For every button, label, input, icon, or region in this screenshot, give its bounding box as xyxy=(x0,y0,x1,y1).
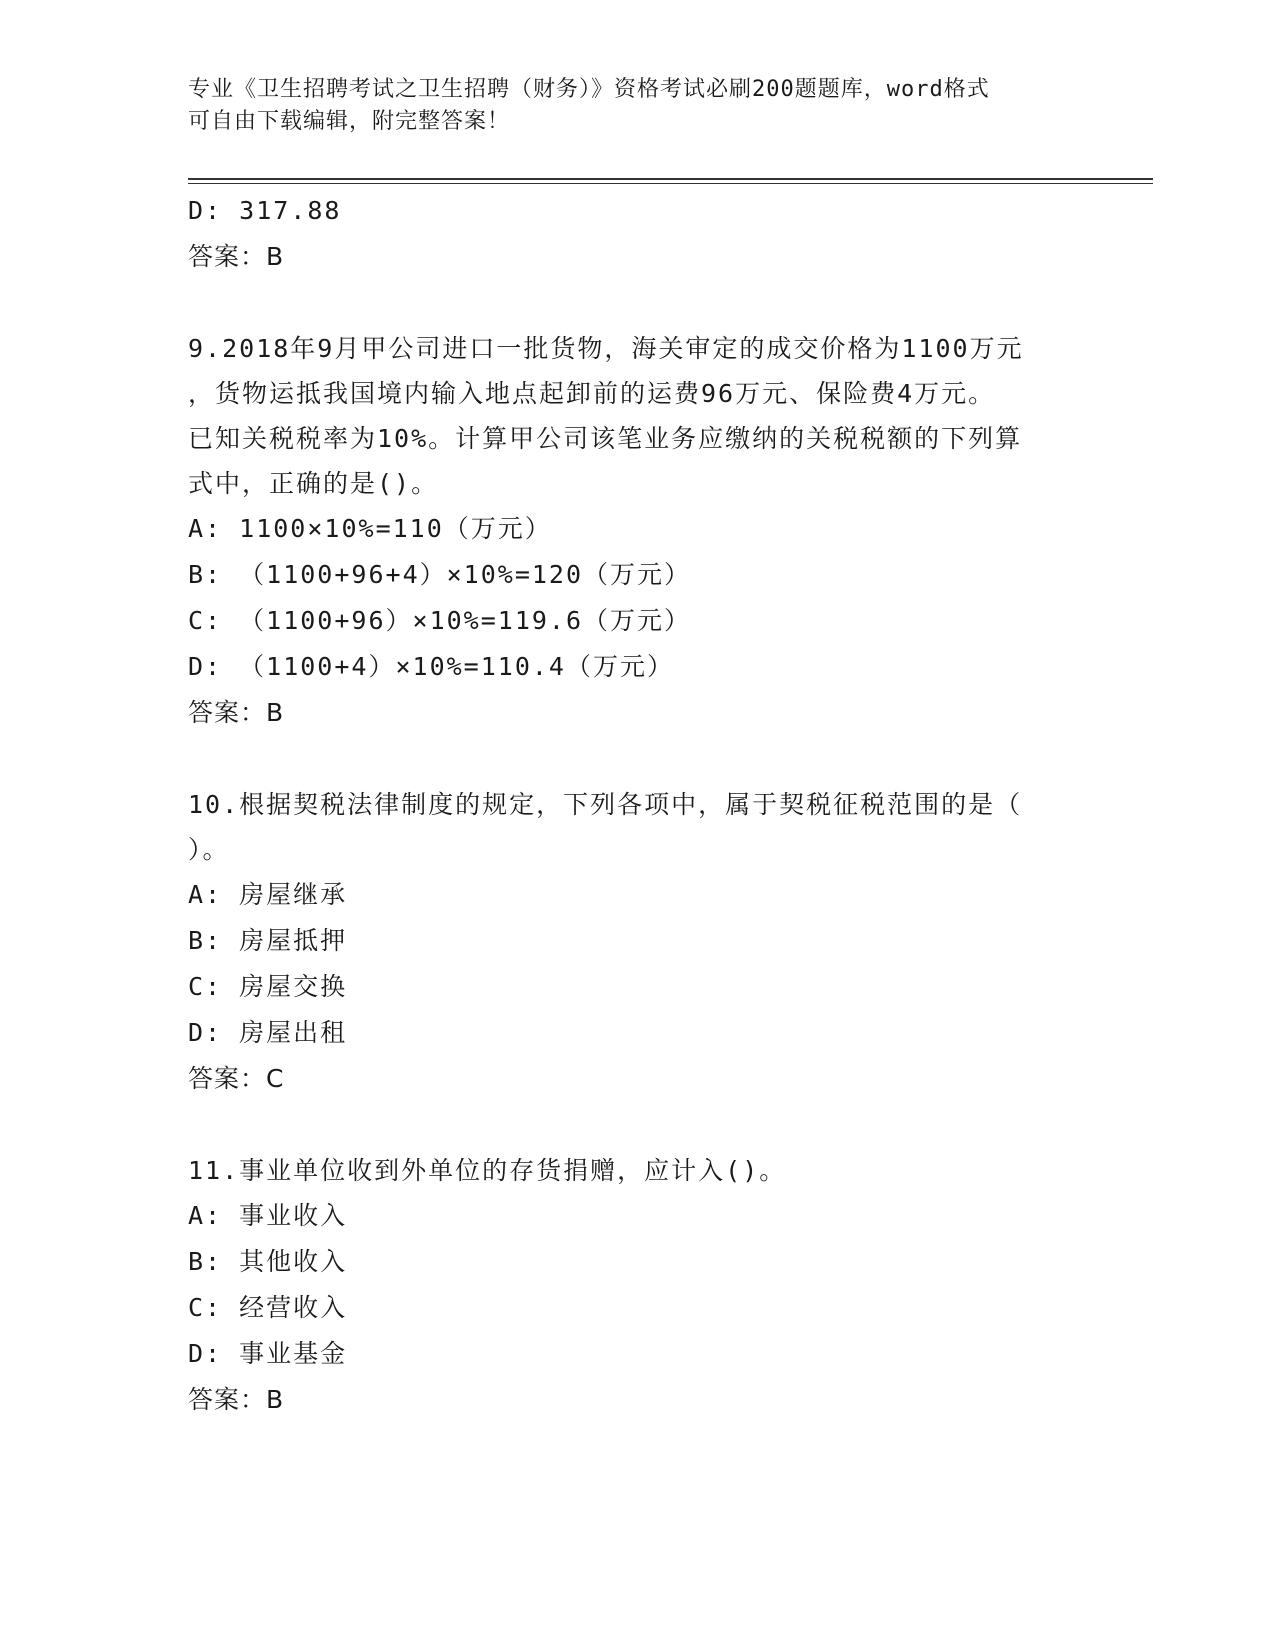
question-10-answer: 答案：C xyxy=(188,1064,285,1093)
prev-answer: 答案：B xyxy=(188,242,285,271)
question-9-option-d: D: （1100+4）×10%=110.4（万元） xyxy=(188,652,674,681)
question-9-option-c: C: （1100+96）×10%=119.6（万元） xyxy=(188,606,692,635)
question-10 xyxy=(188,782,1088,1102)
question-11-option-c: C: 经营收入 xyxy=(188,1293,348,1322)
question-10-option-c: C: 房屋交换 xyxy=(188,972,348,1001)
header-line-2: 可自由下载编辑，附完整答案！ xyxy=(188,109,511,134)
spacer xyxy=(188,280,1088,326)
page-header xyxy=(188,74,1068,138)
header-line-1: 专业《卫生招聘考试之卫生招聘（财务）》资格考试必刷200题题库，word格式 xyxy=(188,77,990,102)
question-11-stem-line: 11.事业单位收到外单位的存货捐赠，应计入()。 xyxy=(188,1156,787,1185)
question-10-option-b: B: 房屋抵押 xyxy=(188,926,348,955)
question-9-option-a: A: 1100×10%=110（万元） xyxy=(188,514,552,543)
question-9-stem-line: ，货物运抵我国境内输入地点起卸前的运费96万元、保险费4万元。 xyxy=(188,379,996,408)
question-9-answer: 答案：B xyxy=(188,698,285,727)
question-11-answer: 答案：B xyxy=(188,1385,285,1414)
header-divider-thick xyxy=(188,178,1153,180)
document-body xyxy=(188,188,1088,1423)
question-9-stem-line: 已知关税税率为10%。计算甲公司该笔业务应缴纳的关税税额的下列算 xyxy=(188,424,1023,453)
prev-option-d: D: 317.88 xyxy=(188,196,342,225)
question-10-stem-line: 10.根据契税法律制度的规定，下列各项中，属于契税征税范围的是（ xyxy=(188,790,1023,819)
question-10-option-a: A: 房屋继承 xyxy=(188,880,348,909)
question-10-option-d: D: 房屋出租 xyxy=(188,1018,348,1047)
question-9-option-b: B: （1100+96+4）×10%=120（万元） xyxy=(188,560,692,589)
question-11-option-b: B: 其他收入 xyxy=(188,1247,348,1276)
question-10-stem-line: ）。 xyxy=(188,835,230,864)
spacer xyxy=(188,736,1088,782)
header-divider-thin xyxy=(188,183,1153,184)
question-9-stem-line: 式中，正确的是()。 xyxy=(188,469,439,498)
question-9-stem-line: 9.2018年9月甲公司进口一批货物，海关审定的成交价格为1100万元 xyxy=(188,334,1024,363)
question-11 xyxy=(188,1148,1088,1423)
question-9 xyxy=(188,326,1088,736)
question-11-option-a: A: 事业收入 xyxy=(188,1201,348,1230)
spacer xyxy=(188,1102,1088,1148)
question-11-option-d: D: 事业基金 xyxy=(188,1339,348,1368)
